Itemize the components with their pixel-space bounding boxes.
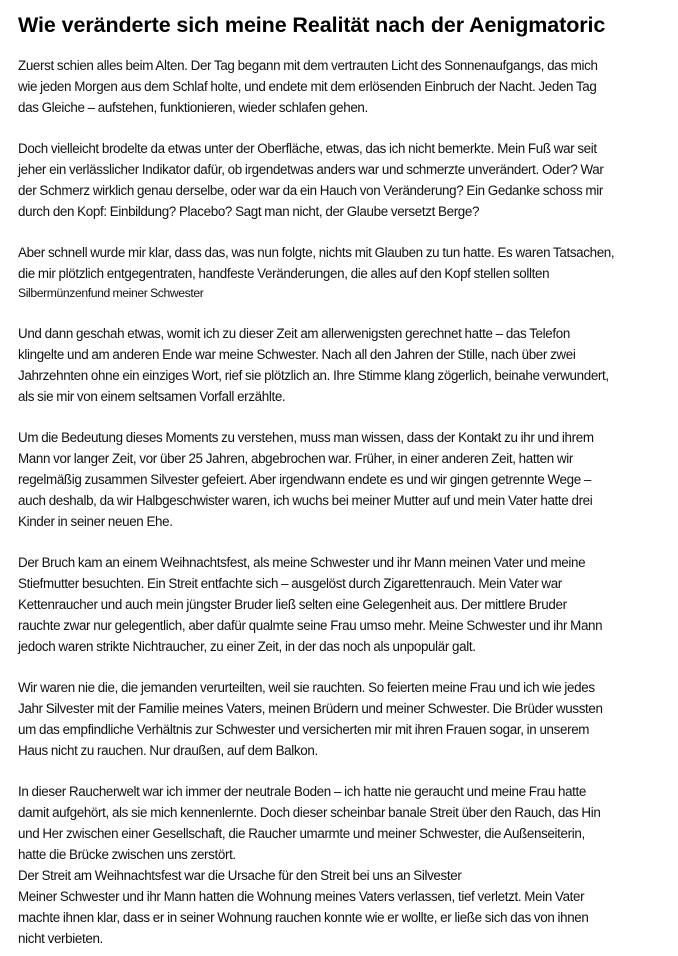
- text-line: regelmäßig zusammen Silvester gefeiert. Aber irgendwann endete es und wir gingen getrennte Wege –: [18, 472, 592, 487]
- text-line: Und dann geschah etwas, womit ich zu dieser Zeit am allerwenigsten gerechnet hatte – das Telefon: [18, 326, 570, 341]
- text-line: das Gleiche – aufstehen, funktionieren, wieder schlafen gehen.: [18, 100, 368, 115]
- paragraph-smoker-world: [18, 781, 668, 949]
- paragraph-morning-routine: [18, 55, 668, 118]
- text-line: Um die Bedeutung dieses Moments zu verstehen, muss man wissen, dass der Kontakt zu ihr und ihrem: [18, 430, 594, 445]
- paragraph-contact-lost: [18, 427, 668, 532]
- text-line: Mann vor langer Zeit, vor über 25 Jahren, abgebrochen war. Früher, in einer anderen Zeit, hatten wir: [18, 451, 573, 466]
- text-line: auch deshalb, da wir Halbgeschwister waren, ich wuchs bei meiner Mutter auf und mein Vater hatte drei: [18, 493, 593, 508]
- paragraph-foot-pain: [18, 138, 668, 222]
- text-line: und Her zwischen einer Gesellschaft, die Raucher umarmte und meiner Schwester, die Außenseiterin,: [18, 826, 585, 841]
- text-line: Jahr Silvester mit der Familie meines Vaters, meinen Brüdern und meiner Schwester. Die Brüder wussten: [18, 701, 603, 716]
- text-line: hatte die Brücke zwischen uns zerstört.: [18, 847, 236, 862]
- text-line: wie jeden Morgen aus dem Schlaf holte, und endete mit dem erlösenden Einbruch der Nacht. Jeden Tag: [18, 79, 597, 94]
- text-line: um das empfindliche Verhältnis zur Schwester und versicherten mir mit ihren Frauen sogar, in unserem: [18, 722, 590, 737]
- text-line: damit aufgehört, als sie mich kennenlernte. Doch dieser scheinbar banale Streit über den Rauch, das Hin: [18, 805, 601, 820]
- text-line: Wir waren nie die, die jemanden verurteilten, weil sie rauchten. So feierten meine Frau und ich wie jedes: [18, 680, 595, 695]
- text-line: Der Bruch kam an einem Weihnachtsfest, als meine Schwester und ihr Mann meinen Vater und meine: [18, 555, 586, 570]
- text-line: als sie mir von einem seltsamen Vorfall erzählte.: [18, 389, 286, 404]
- text-line: Doch vielleicht brodelte da etwas unter der Oberfläche, etwas, das ich nicht bemerkte. Mein Fuß war seit: [18, 141, 597, 156]
- text-line: klingelte und am anderen Ende war meine Schwester. Nach all den Jahren der Stille, nach über zwei: [18, 347, 576, 362]
- text-line: machte ihnen klar, dass er in seiner Wohnung rauchen konnte wie er wollte, er ließe sich das von ihnen: [18, 910, 589, 925]
- text-line: Haus nicht zu rauchen. Nur draußen, auf dem Balkon.: [18, 743, 318, 758]
- text-line: jedoch waren strikte Nichtraucher, zu einer Zeit, in der das noch als unpopulär galt.: [18, 639, 476, 654]
- document-page: [18, 0, 668, 949]
- text-line: der Schmerz wirklich genau derselbe, oder war da ein Hauch von Veränderung? Ein Gedanke schoss mir: [18, 183, 603, 198]
- text-line: nicht verbieten.: [18, 931, 103, 946]
- text-line: Der Streit am Weihnachtsfest war die Ursache für den Streit bei uns an Silvester: [18, 868, 462, 883]
- paragraph-phone-call: [18, 323, 668, 407]
- section-note: Silbermünzenfund meiner Schwester: [18, 286, 204, 300]
- text-line: Zuerst schien alles beim Alten. Der Tag begann mit dem vertrauten Licht des Sonnenaufgangs, das mich: [18, 58, 598, 73]
- text-line: jeher ein verlässlicher Indikator dafür, ob irgendetwas anders war und schmerzte unverändert. Oder? War: [18, 162, 604, 177]
- text-line: Kettenraucher und auch mein jüngster Bruder ließ selten eine Gelegenheit aus. Der mittlere Bruder: [18, 597, 567, 612]
- text-line: die mir plötzlich entgegentraten, handfeste Veränderungen, die alles auf den Kopf stellen sollten: [18, 266, 550, 281]
- text-line: rauchte zwar nur gelegentlich, aber dafür qualmte seine Frau umso mehr. Meine Schwester und ihr Mann: [18, 618, 603, 633]
- document-title: Wie veränderte sich meine Realität nach der Aenigmatoric: [18, 13, 606, 37]
- text-line: durch den Kopf: Einbildung? Placebo? Sagt man nicht, der Glaube versetzt Berge?: [18, 204, 480, 219]
- document-body: [18, 55, 668, 949]
- text-line: In dieser Raucherwelt war ich immer der neutrale Boden – ich hatte nie geraucht und meine Frau hatte: [18, 784, 587, 799]
- text-line: Aber schnell wurde mir klar, dass das, was nun folgte, nichts mit Glauben zu tun hatte. Es waren Tatsachen,: [18, 245, 615, 260]
- text-line: Meiner Schwester und ihr Mann hatten die Wohnung meines Vaters verlassen, tief verletzt. Mein Vater: [18, 889, 585, 904]
- paragraph-facts: [18, 242, 668, 303]
- text-line: Stiefmutter besuchten. Ein Streit entfachte sich – ausgelöst durch Zigarettenrauch. Mein Vater war: [18, 576, 562, 591]
- paragraph-new-year: [18, 677, 668, 761]
- paragraph-christmas-break: [18, 552, 668, 657]
- text-line: Kinder in seiner neuen Ehe.: [18, 514, 173, 529]
- text-line: Jahrzehnten ohne ein einziges Wort, rief sie plötzlich an. Ihre Stimme klang zögerlich, beinahe verwundert,: [18, 368, 609, 383]
